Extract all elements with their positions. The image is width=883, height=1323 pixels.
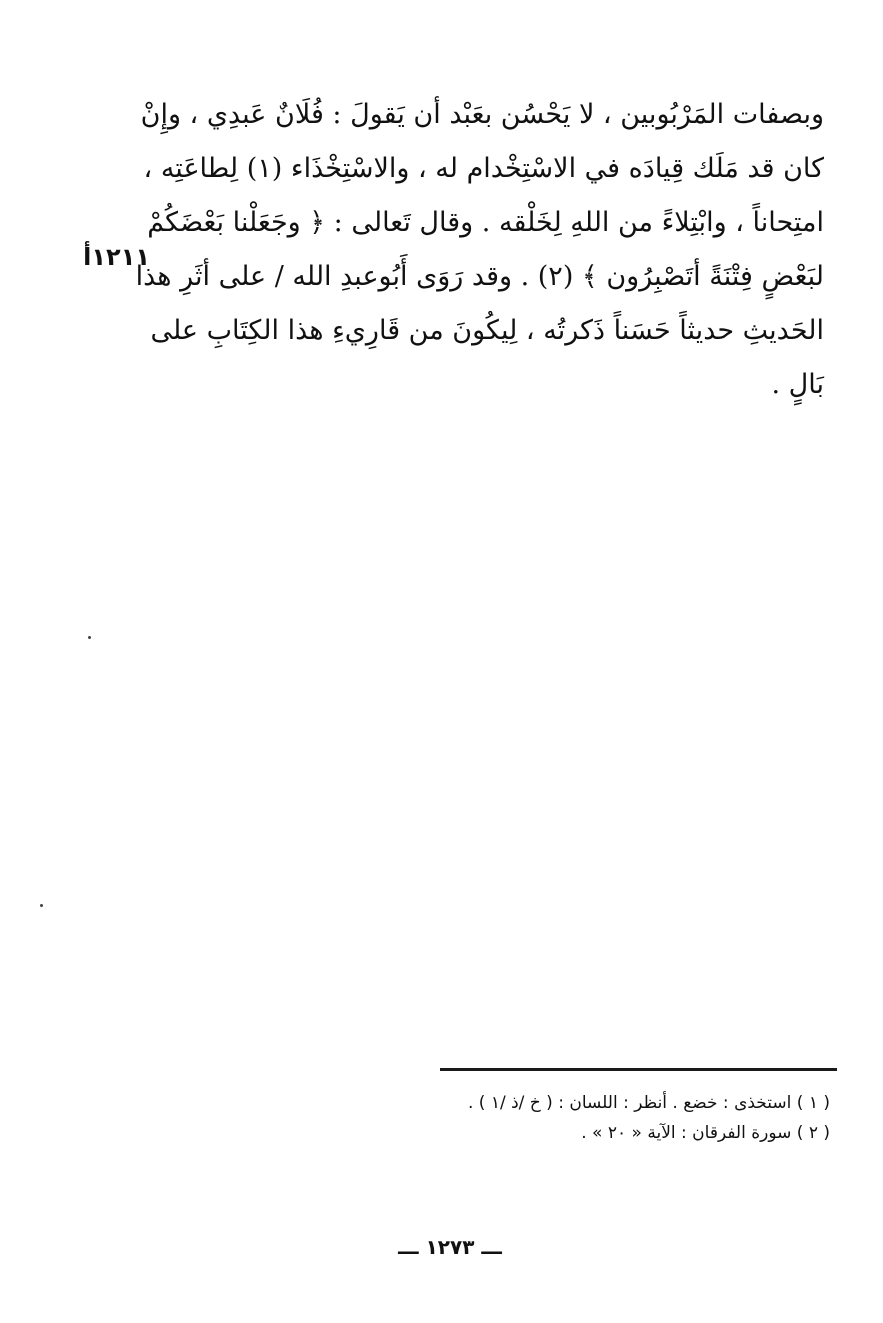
- text-line: كان قد مَلَك قِيادَه في الاسْتِخْدام له ، والاسْتِخْذَاء (١) لِطاعَتِه ،: [143, 153, 824, 184]
- margin-folio-reference: ١٢١١أ: [83, 243, 150, 271]
- footnote: ( ٢ ) سورة الفرقان : الآية « ٢٠ » .: [581, 1123, 830, 1143]
- text-line: لبَعْضٍ فِتْنَةً أتَصْبِرُون ﴾ (٢) . وقد رَوَى أَبُوعبدِ الله / على أثَرِ هذا: [135, 261, 824, 292]
- page-number: ـــ ١٢٧٣ ـــ: [398, 1235, 502, 1259]
- footnote: ( ١ ) استخذى : خضع . أنظر : اللسان : ( خ /ذ /١ ) .: [467, 1093, 830, 1113]
- text-line: بَالٍ .: [771, 369, 824, 400]
- text-line: امتِحاناً ، وابْتِلاءً من اللهِ لِخَلْقه . وقال تَعالى : ﴿ وجَعَلْنا بَعْضَكُمْ: [147, 207, 824, 238]
- scan-speck: [40, 904, 43, 907]
- scan-speck: [88, 636, 91, 639]
- footnote-divider: [440, 1068, 837, 1071]
- text-line: الحَديثِ حديثاً حَسَناً ذَكرتُه ، لِيكُونَ من قَارِيءِ هذا الكِتَابِ على: [150, 315, 824, 346]
- main-text-block: [135, 88, 824, 412]
- text-line: وبصفات المَرْبُوبين ، لا يَحْسُن بعَبْد أن يَقولَ : فُلَانٌ عَبدِي ، وإِنْ: [140, 99, 824, 130]
- footnotes-block: [330, 1088, 830, 1148]
